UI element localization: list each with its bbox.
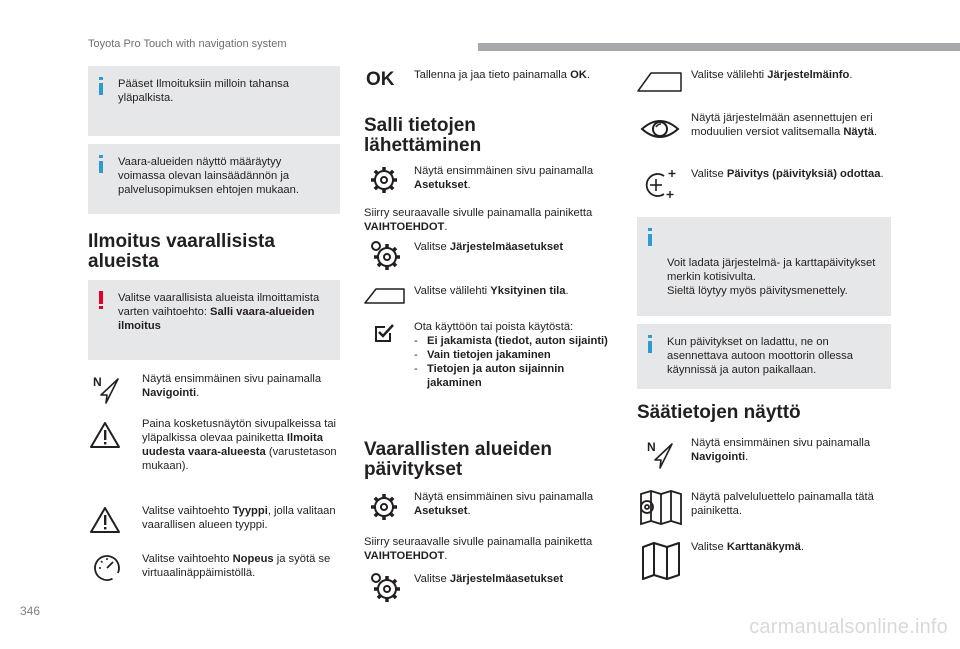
settings-gear-icon: [368, 491, 400, 523]
map-view-icon: [641, 542, 681, 580]
step-text: Paina kosketusnäytön sivupalkeissa tai yläpalkissa olevaa painiketta Ilmoita uudesta vaara-alueesta (varustetason mukaan).: [142, 418, 337, 472]
page-number: 346: [20, 604, 41, 618]
info-note: [637, 217, 891, 316]
step-text: Näytä ensimmäinen sivu painamalla Asetukset.: [414, 491, 594, 517]
navigation-icon: [90, 372, 122, 406]
speedometer-icon: [91, 552, 123, 584]
step-text: Näytä ensimmäinen sivu painamalla Navigointi.: [691, 437, 871, 463]
tab-icon: [364, 286, 408, 306]
svg-text:N: N: [647, 440, 656, 454]
note-text: Valitse vaarallisista alueista ilmoittamista varten vaihtoehto:: [118, 292, 320, 318]
info-icon: [648, 335, 652, 353]
update-pending-icon: [642, 168, 678, 200]
step-text: [414, 320, 614, 390]
header-bar: [478, 43, 960, 51]
info-note: [88, 144, 340, 214]
warning-note: [88, 280, 340, 360]
step-text: Tallenna ja jaa tieto painamalla OK.: [414, 69, 590, 81]
section-heading: Ilmoitus vaarallisista alueista: [88, 231, 275, 272]
step-text: Näytä järjestelmään asennettujen eri moduulien versiot valitsemalla Näytä.: [691, 112, 877, 138]
paragraph: Siirry seuraavalle sivulle painamalla painiketta VAIHTOEHDOT.: [364, 536, 593, 562]
info-icon: [648, 228, 652, 246]
service-list-icon: [637, 490, 683, 526]
system-settings-gears-icon: [368, 238, 402, 272]
note-text: Kun päivitykset on ladattu, ne on asennettava autoon moottorin ollessa käynnissä ja auton paikallaan.: [667, 336, 853, 376]
step-text: Valitse vaihtoehto Nopeus ja syötä se virtuaalinäppäimistöllä.: [142, 553, 331, 579]
step-text: Valitse Järjestelmäasetukset: [414, 241, 564, 253]
paragraph: Siirry seuraavalle sivulle painamalla painiketta VAIHTOEHDOT.: [364, 207, 593, 233]
info-note: [88, 66, 340, 136]
step-intro: Ota käyttöön tai poista käytöstä:: [414, 321, 574, 333]
eye-icon: [640, 114, 680, 144]
step-text: Näytä ensimmäinen sivu painamalla Asetukset.: [414, 165, 594, 191]
checkbox-icon: [372, 321, 396, 345]
note-bold: Salli vaara-alueiden ilmoitus: [118, 306, 315, 332]
step-text: Näytä palveluluettelo painamalla tätä painiketta.: [691, 491, 874, 517]
step-text: Valitse Järjestelmäasetukset: [414, 573, 564, 585]
settings-gear-icon: [368, 164, 400, 196]
option-list: [414, 334, 614, 390]
system-settings-gears-icon: [368, 570, 402, 604]
note-text: Voit ladata järjestelmä- ja karttapäivitykset merkin kotisivulta. Sieltä löytyy myös päivitysmenettely.: [667, 257, 876, 297]
warning-triangle-icon: [89, 505, 121, 535]
list-item: - Tietojen ja auton sijainnin jakaminen: [414, 362, 614, 390]
note-text: Vaara-alueiden näyttö määräytyy voimassa olevan lainsäädännön ja palvelusopimuksen ehtojen mukaan.: [118, 156, 299, 196]
info-icon: [99, 77, 103, 95]
step-text: Valitse vaihtoehto Tyyppi, jolla valitaan vaarallisen alueen tyyppi.: [142, 505, 336, 531]
warning-icon: [99, 291, 103, 309]
info-icon: [99, 155, 103, 173]
note-text: Pääset Ilmoituksiin milloin tahansa yläpalkista.: [118, 78, 290, 104]
warning-triangle-icon: [89, 420, 121, 450]
navigation-icon: [643, 437, 677, 471]
watermark: carmanualsonline.info: [749, 616, 948, 638]
step-text: Valitse Päivitys (päivityksiä) odottaa.: [691, 168, 884, 180]
step-text: Valitse Karttanäkymä.: [691, 541, 804, 553]
tab-icon: [636, 70, 684, 94]
step-text: Valitse välilehti Yksityinen tila.: [414, 285, 569, 297]
running-header: Toyota Pro Touch with navigation system: [88, 38, 287, 50]
step-text: Valitse välilehti Järjestelmäinfo.: [691, 69, 853, 81]
step-text: Näytä ensimmäinen sivu painamalla Navigointi.: [142, 373, 322, 399]
ok-icon: OK: [366, 69, 395, 90]
list-item: - Vain tietojen jakaminen: [414, 348, 614, 362]
list-item: - Ei jakamista (tiedot, auton sijainti): [414, 334, 614, 348]
section-heading: Säätietojen näyttö: [637, 402, 801, 423]
info-note: [637, 324, 891, 389]
section-heading: Vaarallisten alueiden päivitykset: [364, 439, 552, 480]
svg-text:N: N: [93, 375, 102, 389]
section-heading: Salli tietojen lähettäminen: [364, 115, 482, 156]
